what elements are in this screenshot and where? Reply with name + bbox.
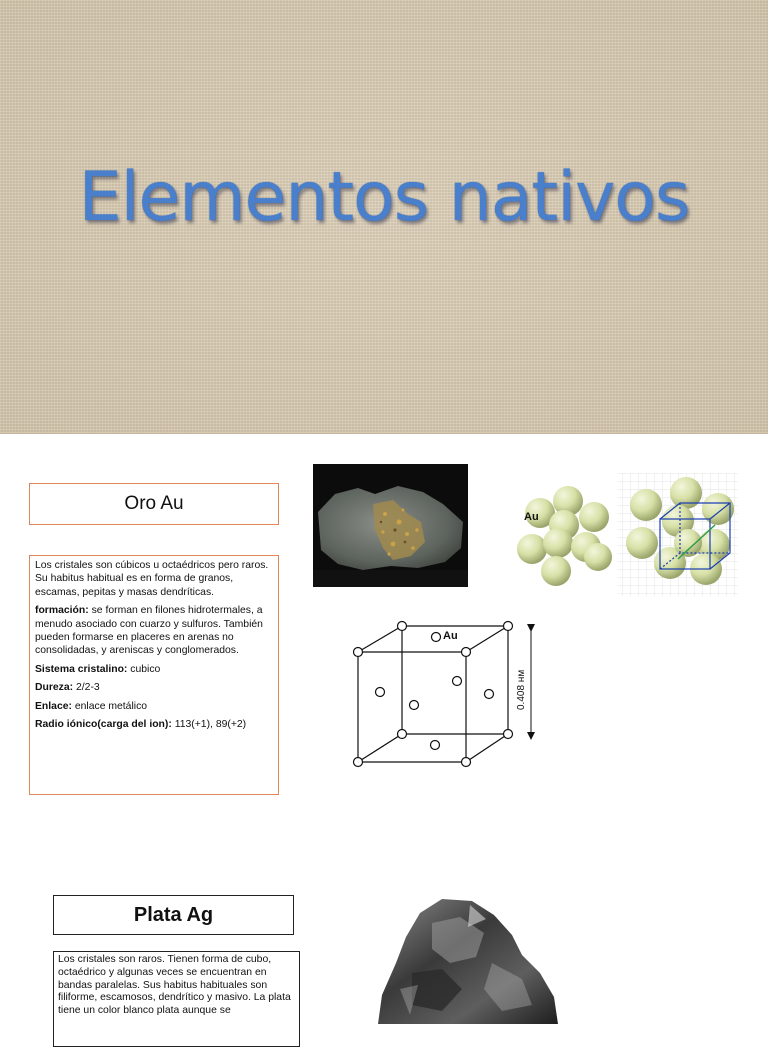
oro-dureza	[35, 681, 273, 694]
oro-description: Los cristales son cúbicos u octaédricos pero raros. Su habitus habitual es en forma de granos, escamas, pepitas y masas dendríticas.	[35, 560, 269, 598]
plata-heading-box	[53, 895, 294, 935]
oro-formacion-label: formación:	[35, 605, 89, 617]
oro-radio	[35, 718, 273, 731]
gold-fcc-model	[510, 473, 738, 596]
oro-dureza-label: Dureza:	[35, 682, 74, 694]
oro-sistema	[35, 663, 273, 676]
lattice-dimension: 0.408 нм	[516, 669, 527, 710]
plata-description: Los cristales son raros. Tienen forma de cubo, octaédrico y algunas veces se encuentran en bandas paralelas. Sus habitus habituales son filiforme, escamosos, dendrítico y masivo. La plata tiene un color blanco plata aunque se	[58, 954, 291, 1017]
lattice-label: Au	[443, 630, 458, 642]
oro-sistema-value: cubico	[127, 663, 161, 675]
oro-dureza-value: 2/2-3	[73, 682, 100, 694]
model-label: Au	[524, 511, 539, 523]
silver-specimen-photo	[372, 893, 564, 1024]
gold-lattice-diagram	[346, 610, 546, 775]
oro-enlace	[35, 700, 273, 713]
plata-info-box	[53, 951, 300, 1047]
oro-enlace-label: Enlace:	[35, 700, 72, 712]
gold-specimen-photo	[313, 464, 468, 587]
oro-formacion-text: se forman en filones hidrotermales, a menudo asociado con cuarzo y sulfuros. También pueden formarse en placeres en arenas no consolidadas, y areniscas y conglomerados.	[35, 605, 263, 657]
plata-heading: Plata Ag	[133, 903, 214, 926]
oro-radio-value: 113(+1), 89(+2)	[171, 719, 247, 731]
oro-heading: Oro Au	[124, 493, 184, 514]
oro-formacion	[35, 604, 273, 658]
main-title: Elementos nativos	[78, 158, 690, 237]
oro-heading-box	[29, 483, 279, 525]
oro-enlace-value: enlace metálico	[71, 700, 148, 712]
title-slide	[0, 0, 768, 434]
oro-sistema-label: Sistema cristalino:	[35, 663, 128, 675]
oro-info-box	[29, 555, 279, 795]
oro-radio-label: Radio iónico(carga del ion):	[35, 719, 172, 731]
